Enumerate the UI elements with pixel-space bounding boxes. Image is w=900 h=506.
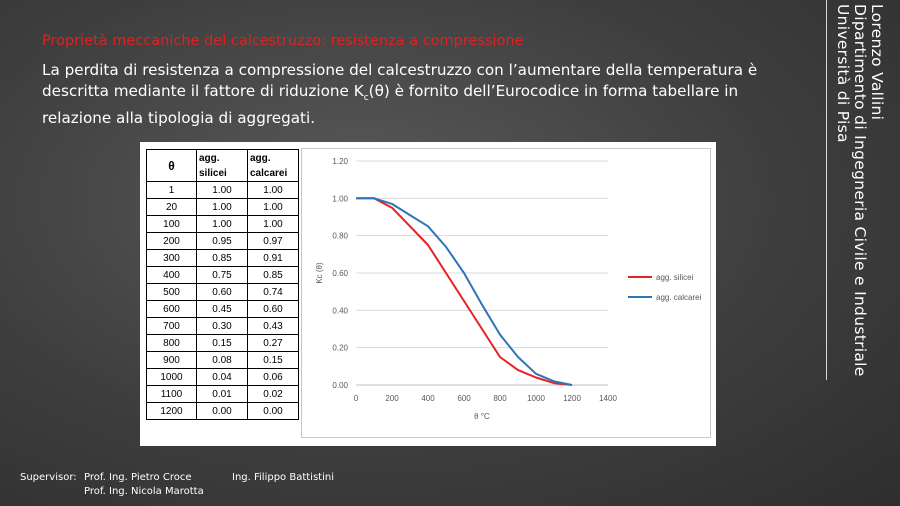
x-tick-label: 400 — [421, 394, 435, 403]
cell-theta: 500 — [147, 284, 197, 301]
intro-part2: (θ) è fornito dell’Eurocodice in forma tabellare in relazione alla tipologia di aggregati. — [42, 81, 739, 128]
cell-silicei: 1.00 — [197, 199, 248, 216]
x-axis-label: θ °C — [474, 412, 490, 421]
x-tick-label: 1400 — [599, 394, 617, 403]
cell-theta: 800 — [147, 335, 197, 352]
supervisor-label: Supervisor: — [20, 472, 77, 483]
y-tick-label: 0.40 — [332, 306, 348, 316]
x-tick-label: 600 — [457, 394, 471, 403]
x-tick-label: 1000 — [527, 394, 545, 403]
cell-calcarei: 0.27 — [248, 335, 299, 352]
y-axis-label: Kc (θ) — [315, 262, 324, 284]
cell-silicei: 0.45 — [197, 301, 248, 318]
intro-subscript: c — [363, 92, 369, 103]
cell-calcarei: 0.74 — [248, 284, 299, 301]
cell-theta: 900 — [147, 352, 197, 369]
kc-chart — [302, 149, 710, 437]
table-row — [147, 233, 299, 250]
y-tick-label: 0.60 — [332, 269, 348, 278]
y-tick-label: 0.00 — [332, 381, 348, 390]
x-tick-label: 200 — [385, 394, 399, 403]
cell-calcarei: 0.06 — [248, 369, 299, 386]
supervisor-1: Prof. Ing. Pietro Croce — [84, 472, 192, 483]
department-name: Dipartimento di Ingegneria Civile e Industriale — [851, 4, 869, 377]
cell-theta: 1100 — [147, 386, 197, 403]
reduction-factor-table — [146, 149, 299, 420]
cell-silicei: 0.75 — [197, 267, 248, 284]
cell-theta: 100 — [147, 216, 197, 233]
table-row — [147, 352, 299, 369]
sidebar-divider — [826, 0, 827, 380]
cell-calcarei: 0.91 — [248, 250, 299, 267]
cell-silicei: 0.08 — [197, 352, 248, 369]
cell-silicei: 0.15 — [197, 335, 248, 352]
cell-silicei: 0.60 — [197, 284, 248, 301]
table-row — [147, 182, 299, 199]
supervisor-2: Prof. Ing. Nicola Marotta — [84, 486, 204, 497]
x-tick-label: 1200 — [563, 394, 581, 403]
cell-theta: 400 — [147, 267, 197, 284]
table-row — [147, 403, 299, 420]
header-theta: θ — [147, 150, 197, 182]
cell-theta: 1200 — [147, 403, 197, 420]
y-tick-label: 1.00 — [332, 194, 348, 204]
table-header-row — [147, 150, 299, 182]
chart-box — [301, 148, 711, 438]
x-tick-label: 0 — [353, 394, 359, 403]
cell-silicei: 0.04 — [197, 369, 248, 386]
table-row — [147, 199, 299, 216]
cell-calcarei: 1.00 — [248, 216, 299, 233]
series-line-silicei — [356, 198, 572, 385]
cell-calcarei: 1.00 — [248, 199, 299, 216]
author-name: Lorenzo Vallini — [868, 4, 886, 121]
intro-paragraph — [42, 60, 782, 129]
cell-silicei: 0.85 — [197, 250, 248, 267]
table-row — [147, 216, 299, 233]
table-row — [147, 386, 299, 403]
university-name: Università di Pisa — [834, 4, 852, 143]
table-row — [147, 250, 299, 267]
cell-theta: 1000 — [147, 369, 197, 386]
cell-calcarei: 0.15 — [248, 352, 299, 369]
figure-panel — [140, 142, 716, 446]
cell-theta: 1 — [147, 182, 197, 199]
intro-part1: La perdita di resistenza a compressione del calcestruzzo con l’aumentare della temperatura è descritta mediante il fattore di riduzione K — [42, 61, 758, 100]
sidebar-credits — [834, 4, 885, 377]
cell-calcarei: 0.02 — [248, 386, 299, 403]
y-tick-label: 0.20 — [332, 343, 348, 353]
cell-theta: 300 — [147, 250, 197, 267]
y-tick-label: 0.80 — [332, 231, 348, 241]
cell-silicei: 0.01 — [197, 386, 248, 403]
table-row — [147, 267, 299, 284]
table-row — [147, 335, 299, 352]
cell-calcarei: 0.60 — [248, 301, 299, 318]
cell-silicei: 1.00 — [197, 182, 248, 199]
cell-calcarei: 0.85 — [248, 267, 299, 284]
table-body — [147, 182, 299, 420]
co-supervisor: Ing. Filippo Battistini — [232, 472, 334, 483]
legend-label: agg. calcarei — [656, 293, 702, 302]
cell-silicei: 0.30 — [197, 318, 248, 335]
cell-theta: 700 — [147, 318, 197, 335]
slide-title: Proprietà meccaniche del calcestruzzo: resistenza a compressione — [42, 33, 524, 49]
cell-theta: 200 — [147, 233, 197, 250]
table-row — [147, 318, 299, 335]
cell-calcarei: 0.00 — [248, 403, 299, 420]
header-silicei: agg. silicei — [197, 150, 248, 182]
table-row — [147, 301, 299, 318]
series-line-calcarei — [356, 198, 572, 385]
cell-theta: 20 — [147, 199, 197, 216]
cell-theta: 600 — [147, 301, 197, 318]
header-calcarei: agg. calcarei — [248, 150, 299, 182]
table-row — [147, 284, 299, 301]
cell-calcarei: 0.97 — [248, 233, 299, 250]
y-tick-label: 1.20 — [332, 157, 348, 166]
cell-calcarei: 0.43 — [248, 318, 299, 335]
cell-calcarei: 1.00 — [248, 182, 299, 199]
cell-silicei: 0.00 — [197, 403, 248, 420]
legend-label: agg. silicei — [656, 273, 694, 282]
cell-silicei: 0.95 — [197, 233, 248, 250]
table-row — [147, 369, 299, 386]
cell-silicei: 1.00 — [197, 216, 248, 233]
x-tick-label: 800 — [493, 394, 507, 403]
